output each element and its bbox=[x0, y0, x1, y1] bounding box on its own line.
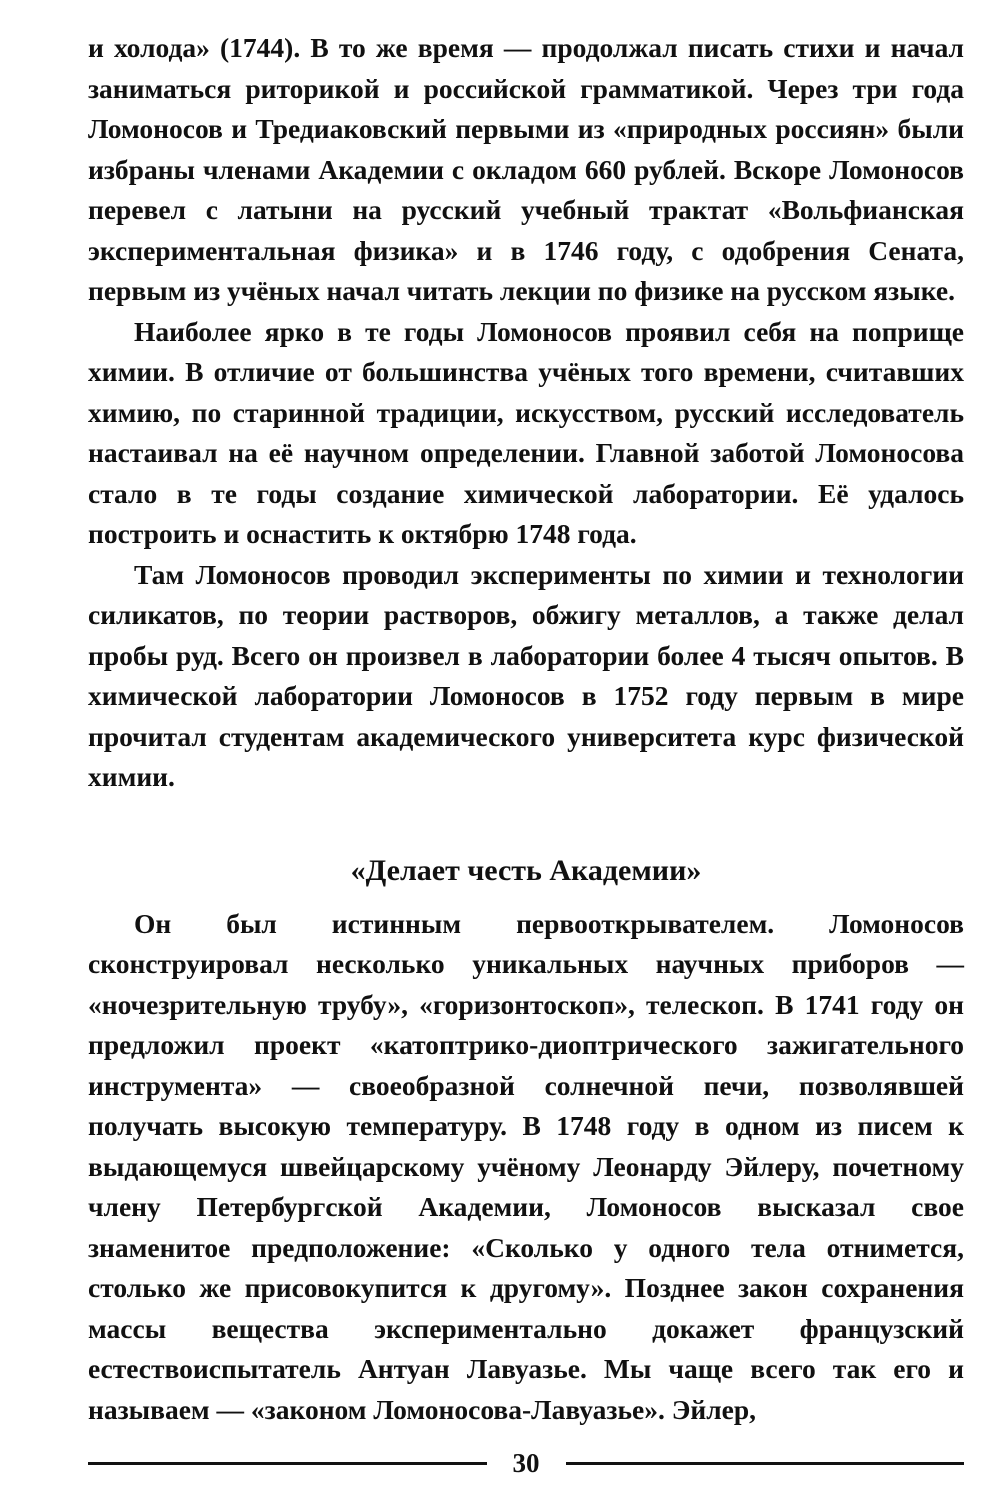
page-body bbox=[88, 28, 964, 1430]
paragraph-3: Там Ломоносов проводил эксперименты по химии и технологии силикатов, по теории растворов, обжигу металлов, а также делал пробы руд. Всего он произвел в лаборатории более 4 тысяч опытов. В химической лаборатории Ломоносов в 1752 году первым в мире прочитал студентам академического университета курс физической химии. bbox=[88, 558, 964, 792]
page-footer bbox=[88, 1443, 964, 1483]
section-title: «Делает честь Академии» bbox=[350, 853, 702, 887]
page-number: 30 bbox=[512, 1447, 540, 1478]
footer-rule-right bbox=[566, 1462, 965, 1465]
paragraph-4: Он был истинным первооткрывателем. Ломоносов сконструировал несколько уникальных научных приборов — «ночезрительную трубу», «горизонтоскоп», телескоп. В 1741 году он предложил проект «катоптрико-диоптрического зажигательного инструмента» — своеобразной солнечной печи, позволявшей получать высокую температуру. В 1748 году в одном из писем к выдающемуся швейцарскому учёному Леонарду Эйлеру, почетному члену Петербургской Академии, Ломоносов высказал свое знаменитое предположение: «Сколько у одного тела отнимется, столько же присовокупится к другому». Позднее закон сохранения массы вещества экспериментально докажет французский естествоиспытатель Антуан Лавуазье. Мы чаще всего так его и называем — «законом Ломоносова-Лавуазье». Эйлер, bbox=[88, 907, 964, 1425]
footer-rule-left bbox=[88, 1462, 487, 1465]
paragraph-1: и холода» (1744). В то же время — продолжал писать стихи и начал заниматься риторикой и российской грамматикой. Через три года Ломоносов и Тредиаковский первыми из «природных россиян» были избраны членами Академии с окладом 660 рублей. Вскоре Ломоносов перевел с латыни на русский учебный трактат «Вольфианская экспериментальная физика» и в 1746 году, с одобрения Сената, первым из учёных начал читать лекции по физике на русском языке. bbox=[88, 32, 964, 306]
paragraph-2: Наиболее ярко в те годы Ломоносов проявил себя на поприще химии. В отличие от большинства учёных того времени, считавших химию, по старинной традиции, искусством, русский исследователь настаивал на её научном определении. Главной заботой Ломоносова стало в те годы создание химической лаборатории. Её удалось построить и оснастить к октябрю 1748 года. bbox=[88, 315, 964, 549]
